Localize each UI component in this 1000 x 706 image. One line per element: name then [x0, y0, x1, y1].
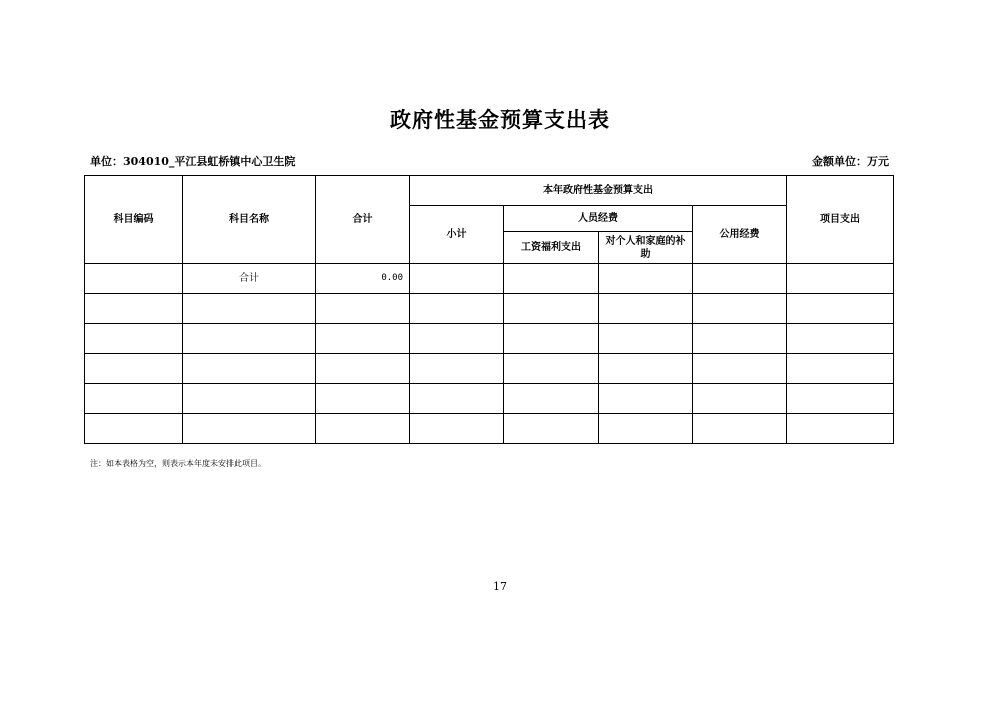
table-row	[85, 414, 894, 444]
cell-wages	[504, 294, 599, 324]
cell-public-funds	[693, 414, 787, 444]
table-row	[85, 384, 894, 414]
header-total: 合计	[316, 176, 410, 264]
footnote: 注：如本表格为空，则表示本年度未安排此项目。	[90, 459, 266, 468]
cell-subtotal	[410, 324, 504, 354]
amount-unit-label: 金额单位：万元	[812, 155, 889, 168]
header-personnel: 人员经费	[504, 206, 693, 232]
cell-wages	[504, 384, 599, 414]
table-row	[85, 354, 894, 384]
header-code: 科目编码	[85, 176, 183, 264]
cell-name	[183, 324, 316, 354]
cell-wages	[504, 414, 599, 444]
cell-total: 0.00	[316, 264, 410, 294]
header-wages: 工资福利支出	[504, 232, 599, 264]
cell-project	[787, 324, 894, 354]
cell-project	[787, 294, 894, 324]
cell-subtotal	[410, 384, 504, 414]
header-subtotal: 小计	[410, 206, 504, 264]
cell-subtotal	[410, 414, 504, 444]
cell-public-funds	[693, 294, 787, 324]
page-title: 政府性基金预算支出表	[390, 107, 610, 132]
cell-code	[85, 354, 183, 384]
cell-project	[787, 354, 894, 384]
page-number: 17	[493, 580, 507, 593]
table-row	[85, 264, 894, 294]
cell-project	[787, 384, 894, 414]
cell-code	[85, 414, 183, 444]
cell-individual-subsidy	[599, 264, 693, 294]
cell-wages	[504, 264, 599, 294]
header-name: 科目名称	[183, 176, 316, 264]
cell-total	[316, 324, 410, 354]
header-individual-subsidy: 对个人和家庭的补助	[599, 232, 693, 264]
cell-public-funds	[693, 354, 787, 384]
cell-subtotal	[410, 264, 504, 294]
cell-total	[316, 354, 410, 384]
budget-table	[84, 175, 894, 444]
cell-code	[85, 384, 183, 414]
cell-name	[183, 354, 316, 384]
header-current-year: 本年政府性基金预算支出	[410, 176, 787, 206]
cell-total	[316, 294, 410, 324]
cell-public-funds	[693, 264, 787, 294]
header-project: 项目支出	[787, 176, 894, 264]
cell-project	[787, 414, 894, 444]
cell-project	[787, 264, 894, 294]
cell-individual-subsidy	[599, 324, 693, 354]
cell-total	[316, 414, 410, 444]
cell-code	[85, 264, 183, 294]
cell-name	[183, 414, 316, 444]
table-row	[85, 324, 894, 354]
cell-total	[316, 384, 410, 414]
cell-wages	[504, 324, 599, 354]
cell-subtotal	[410, 294, 504, 324]
unit-label: 单位：304010_平江县虹桥镇中心卫生院	[90, 155, 296, 168]
cell-wages	[504, 354, 599, 384]
cell-public-funds	[693, 324, 787, 354]
header-public-funds: 公用经费	[693, 206, 787, 264]
cell-individual-subsidy	[599, 294, 693, 324]
cell-individual-subsidy	[599, 414, 693, 444]
cell-individual-subsidy	[599, 384, 693, 414]
table-row	[85, 294, 894, 324]
cell-name: 合计	[183, 264, 316, 294]
cell-name	[183, 294, 316, 324]
cell-subtotal	[410, 354, 504, 384]
cell-code	[85, 324, 183, 354]
cell-public-funds	[693, 384, 787, 414]
cell-individual-subsidy	[599, 354, 693, 384]
cell-code	[85, 294, 183, 324]
cell-name	[183, 384, 316, 414]
